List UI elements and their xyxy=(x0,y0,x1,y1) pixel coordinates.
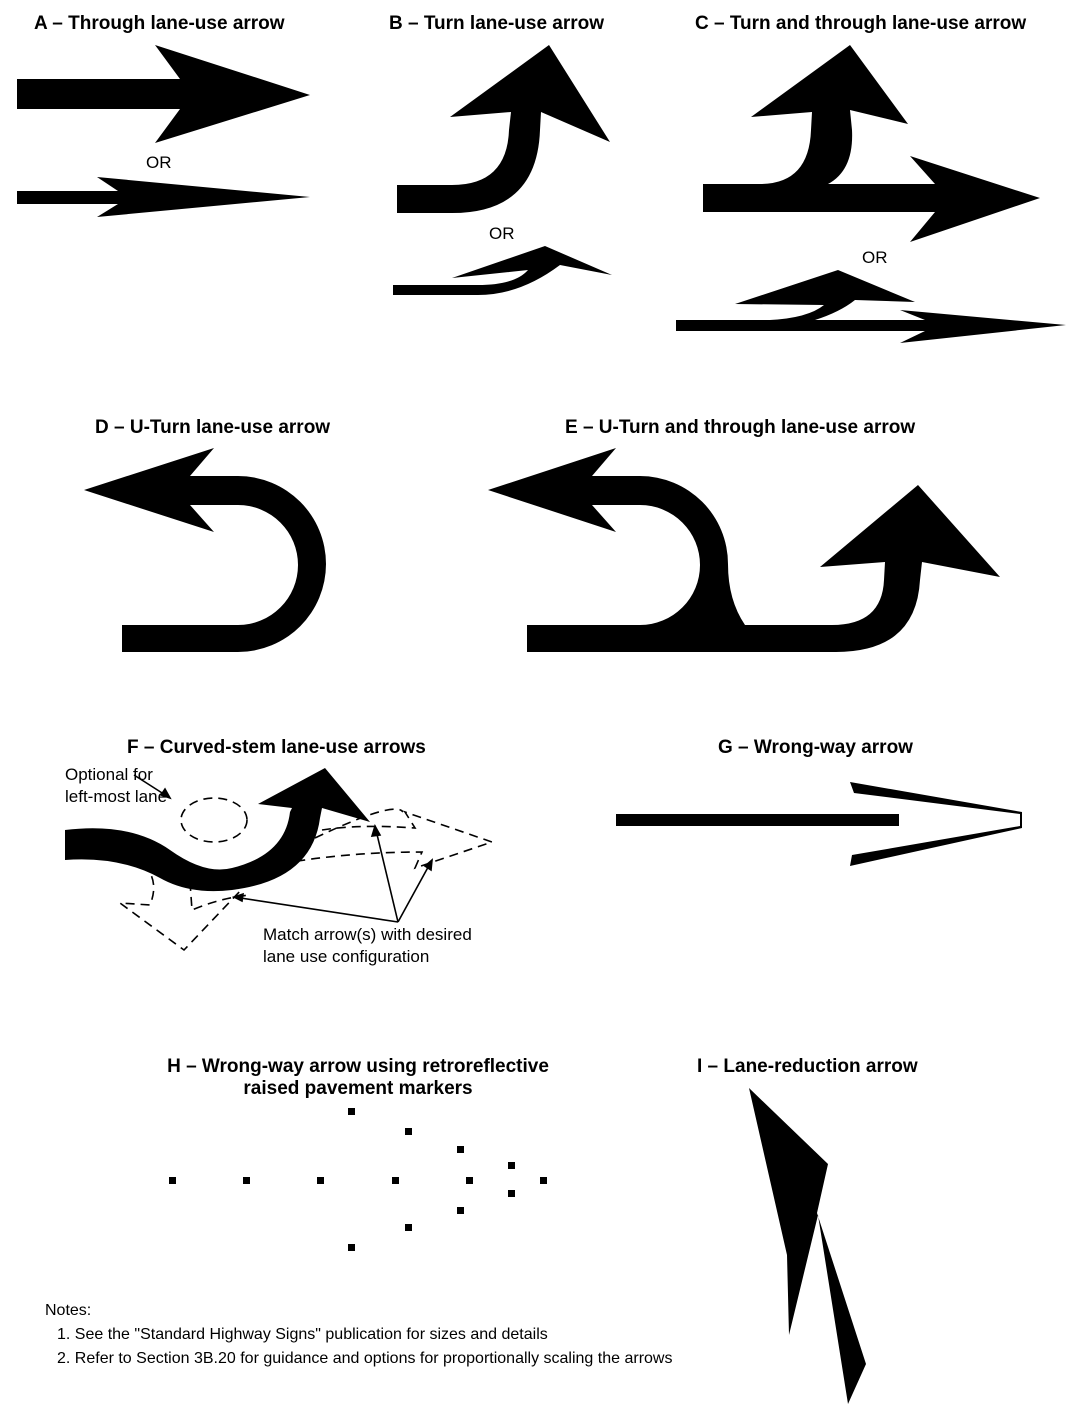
panel-a-title: A – Through lane-use arrow xyxy=(34,13,285,34)
note-item: 1. See the "Standard Highway Signs" publication for sizes and details xyxy=(57,1326,548,1343)
optional-callout-line1: Optional for xyxy=(65,765,153,784)
panel-d-title: D – U-Turn lane-use arrow xyxy=(95,417,331,438)
note-item: 2. Refer to Section 3B.20 for guidance and options for proportionally scaling the arrows xyxy=(57,1350,673,1367)
panel-b-title: B – Turn lane-use arrow xyxy=(389,13,605,34)
panel-c-or-label: OR xyxy=(862,248,888,267)
notes-section xyxy=(45,1299,672,1371)
panel-b-or-label: OR xyxy=(489,224,515,243)
panel-g-title: G – Wrong-way arrow xyxy=(718,737,913,758)
panel-i-title: I – Lane-reduction arrow xyxy=(697,1056,918,1077)
match-callout-line2: lane use configuration xyxy=(263,947,430,966)
panel-a-or-label: OR xyxy=(146,153,172,172)
panel-e-title: E – U-Turn and through lane-use arrow xyxy=(565,417,916,438)
panel-c-title: C – Turn and through lane-use arrow xyxy=(695,13,1027,34)
notes-heading: Notes: xyxy=(45,1302,92,1319)
panel-h-title-line2: raised pavement markers xyxy=(243,1078,473,1099)
match-callout-line1: Match arrow(s) with desired xyxy=(263,925,472,944)
optional-callout-line2: left-most lane xyxy=(65,787,168,806)
panel-f-title: F – Curved-stem lane-use arrows xyxy=(127,737,426,758)
panel-h-title-line1: H – Wrong-way arrow using retroreflective xyxy=(167,1056,549,1077)
